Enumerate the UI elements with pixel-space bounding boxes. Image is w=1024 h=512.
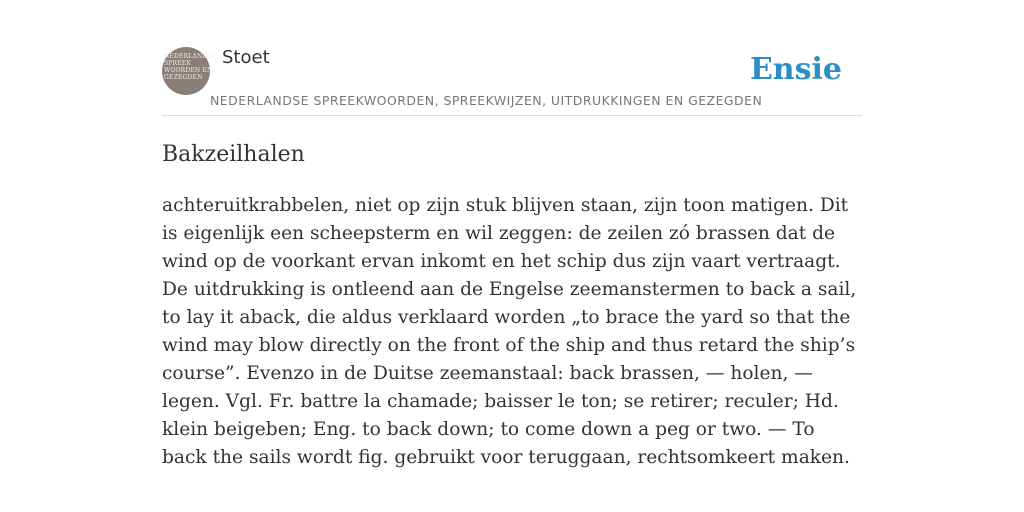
source-logo-text: NEDERLANDSE SPREEK WOORDEN EN GEZEGDEN: [164, 53, 217, 81]
header-divider: [162, 115, 862, 116]
entry-title: Bakzeilhalen: [162, 142, 305, 167]
source-name[interactable]: Stoet: [222, 47, 270, 68]
source-logo[interactable]: [162, 47, 217, 95]
entry-definition: achteruitkrabbelen, niet op zijn stuk blijven staan, zijn toon matigen. Dit is eigenlijk een scheepsterm en wil zeggen: de zeilen zó brassen dat de wind op de voorkant ervan inkomt en het schip dus zijn vaart vertraagt. De uitdrukking is ontleend aan de Engelse zeemanstermen to back a sail, to lay it aback, die aldus verklaard worden „to brace the yard so that the wind may blow directly on the front of the ship and thus retard the ship’s course”. Evenzo in de Duitse zeemanstaal: back brassen, — holen, — legen. Vgl. Fr. battre la chamade; baisser le ton; se retirer; reculer; Hd. klein beigeben; Eng. to back down; to come down a peg or two. — To back the sails wordt fig. gebruikt voor teruggaan, rechtsomkeert maken.: [162, 195, 857, 468]
source-subtitle: NEDERLANDSE SPREEKWOORDEN, SPREEKWIJZEN, UITDRUKKINGEN EN GEZEGDEN: [210, 93, 763, 108]
brand-logo[interactable]: Ensie: [749, 52, 842, 87]
